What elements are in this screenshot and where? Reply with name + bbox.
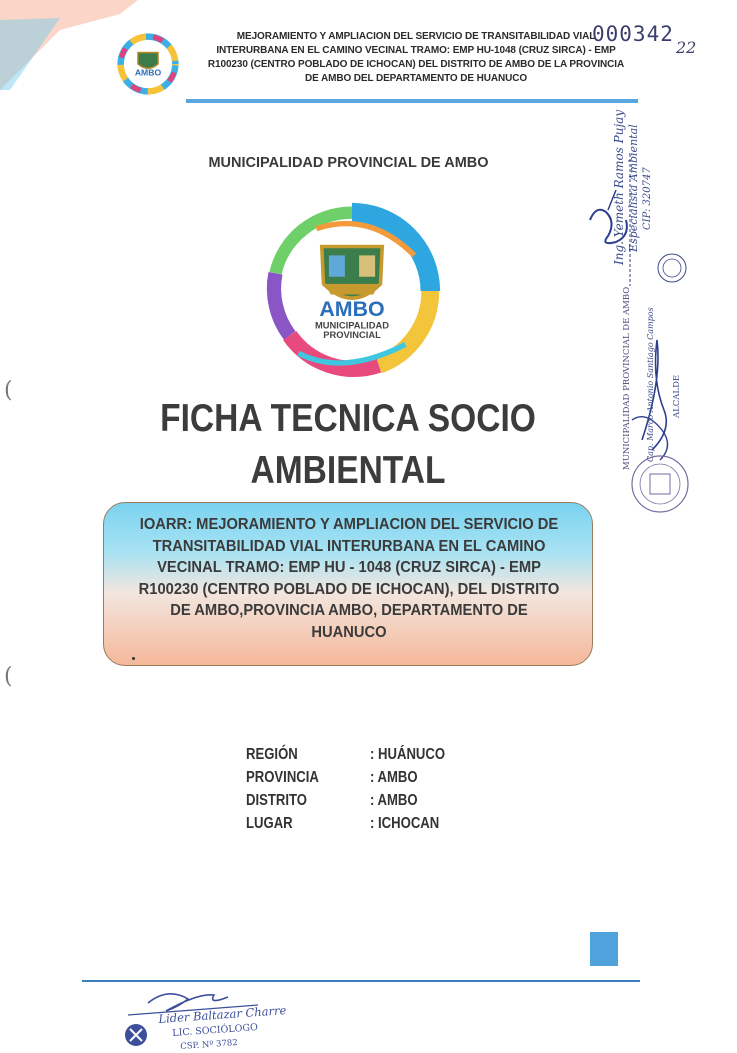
- place-value: : ICHOCAN: [370, 815, 440, 832]
- header-divider: [186, 99, 638, 103]
- project-box-text: [136, 514, 561, 643]
- place-label: LUGAR: [246, 815, 293, 832]
- stray-dot: [132, 657, 135, 660]
- project-line: DE AMBO,PROVINCIA AMBO, DEPARTAMENTO DE: [170, 602, 528, 619]
- province-label: PROVINCIA: [246, 769, 319, 786]
- title-line-1: FICHA TECNICA SOCIO: [160, 397, 536, 440]
- project-line: HUANUCO: [311, 623, 387, 641]
- ambo-logo-small: [112, 28, 184, 100]
- institution-name: MUNICIPALIDAD PROVINCIAL DE AMBO: [208, 155, 489, 171]
- ambo-logo-large: [262, 202, 442, 380]
- district-label: DISTRITO: [246, 792, 307, 809]
- engineer-cip: CIP: 320747: [642, 167, 653, 230]
- engineer-name: Ing. Yemeth Ramos Pujay: [612, 109, 626, 265]
- footer-signer-role: LIC. SOCIÓLOGO: [172, 1022, 259, 1039]
- engineer-title: Especialista Ambiental: [627, 124, 640, 252]
- district-value: : AMBO: [370, 792, 418, 809]
- province-value: : AMBO: [370, 769, 418, 786]
- title-line-2: AMBIENTAL: [250, 449, 446, 492]
- project-line: R100230 (CENTRO POBLADO DE ICHOCAN), DEL DISTRITO: [138, 580, 560, 598]
- footer-signer-name: Lider Baltazar Charre: [158, 1003, 287, 1026]
- punch-mark: (: [4, 378, 13, 403]
- project-line: VECINAL TRAMO: EMP HU - 1048 (CRUZ SIRCA) - EMP: [157, 559, 541, 576]
- logo-line1: MUNICIPALIDAD: [315, 320, 389, 331]
- punch-mark: (: [4, 664, 13, 689]
- project-header: MEJORAMIENTO Y AMPLIACION DEL SERVICIO DE TRANSITABILIDAD VIAL INTERURBANA EN EL CAMINO VECINAL TRAMO: EMP HU-1048 (CRUZ SIRCA) - EMP R100230 (CENTRO POBLADO DE ICHOCAN) DEL DISTRITO DE AMBO DE LA PROVINCIA DE AMBO DEL DEPARTAMENTO DE HUANUCO: [207, 31, 625, 84]
- project-line: TRANSITABILIDAD VIAL INTERURBANA EN EL CAMINO: [152, 537, 546, 555]
- mayor-institution: MUNICIPALIDAD PROVINCIAL DE AMBO: [622, 286, 632, 470]
- folio-number: 000342: [592, 22, 674, 46]
- logo-line2: PROVINCIAL: [323, 330, 381, 341]
- region-label: REGIÓN: [246, 746, 298, 763]
- project-line: IOARR: MEJORAMIENTO Y AMPLIACION DEL SERVICIO DE: [139, 516, 559, 533]
- footer-signer-registration: CSP. Nº 3782: [180, 1037, 239, 1052]
- region-value: : HUÁNUCO: [370, 746, 446, 763]
- mayor-name: Cap. Marco Antonio Santiago Campos: [646, 307, 655, 462]
- logo-name: AMBO: [319, 296, 385, 321]
- mayor-role: ALCALDE: [672, 374, 682, 418]
- svg-text:AMBO: AMBO: [134, 67, 162, 78]
- blue-square: [590, 932, 618, 966]
- footer-divider: [82, 980, 640, 982]
- engineer-signature: [586, 150, 696, 290]
- folio-annotation: 22: [676, 38, 697, 57]
- document-title: [48, 393, 682, 497]
